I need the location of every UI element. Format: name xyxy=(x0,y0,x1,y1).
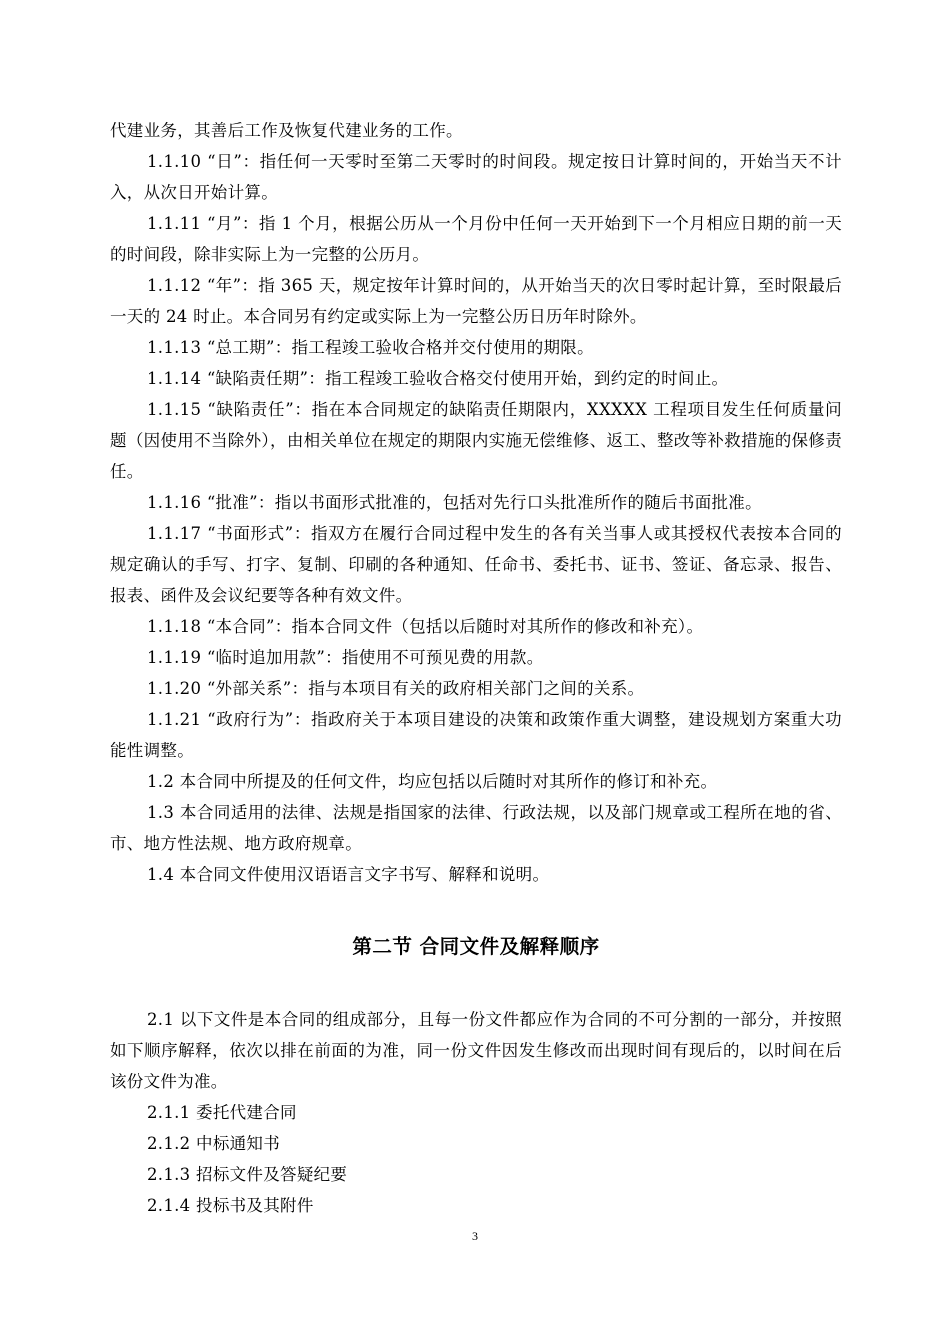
clause-1-1-19: 1.1.19 “临时追加用款”：指使用不可预见费的用款。 xyxy=(147,648,544,667)
clause-1-2: 1.2 本合同中所提及的任何文件，均应包括以后随时对其所作的修订和补充。 xyxy=(147,772,718,791)
clause-1-1-12: 1.1.12 “年”：指 365 天，规定按年计算时间的，从开始当天的次日零时起计算，至时限最后一天的 24 时止。本合同另有约定或实际上为一完整公历日历年时除外。 xyxy=(110,276,842,326)
clause-1-1-10: 1.1.10 “日”：指任何一天零时至第二天零时的时间段。规定按日计算时间的，开始当天不计入，从次日开始计算。 xyxy=(110,152,842,202)
paragraph-group-before xyxy=(110,115,842,890)
paragraph-group-after xyxy=(110,1004,842,1221)
clause-1-1-15: 1.1.15 “缺陷责任”：指在本合同规定的缺陷责任期限内，XXXXX 工程项目发生任何质量问题（因使用不当除外），由相关单位在规定的期限内实施无偿维修、返工、整改等补救措施的保修责任。 xyxy=(110,400,842,481)
clause-1-1-13: 1.1.13 “总工期”：指工程竣工验收合格并交付使用的期限。 xyxy=(147,338,594,357)
clause-1-4: 1.4 本合同文件使用汉语语言文字书写、解释和说明。 xyxy=(147,865,550,884)
clause-1-3: 1.3 本合同适用的法律、法规是指国家的法律、行政法规，以及部门规章或工程所在地的省、市、地方性法规、地方政府规章。 xyxy=(110,803,842,853)
clause-2-1-2: 2.1.2 中标通知书 xyxy=(147,1134,281,1153)
clause-2-1-3: 2.1.3 招标文件及答疑纪要 xyxy=(147,1165,348,1184)
clause-1-1-11: 1.1.11 “月”：指 1 个月，根据公历从一个月份中任何一天开始到下一个月相应日期的前一天的时间段，除非实际上为一完整的公历月。 xyxy=(110,214,842,264)
page-number: 3 xyxy=(472,1229,478,1243)
clause-2-1-1: 2.1.1 委托代建合同 xyxy=(147,1103,297,1122)
clause-2-1: 2.1 以下文件是本合同的组成部分，且每一份文件都应作为合同的不可分割的一部分，并按照如下顺序解释，依次以排在前面的为准，同一份文件因发生修改而出现时间有现后的，以时间在后该份文件为准。 xyxy=(110,1010,842,1091)
clause-1-1-14: 1.1.14 “缺陷责任期”：指工程竣工验收合格交付使用开始，到约定的时间止。 xyxy=(147,369,729,388)
document-body xyxy=(110,115,842,1221)
clause-1-1-16: 1.1.16 “批准”：指以书面形式批准的，包括对先行口头批准所作的随后书面批准。 xyxy=(147,493,762,512)
section-title: 第二节 合同文件及解释顺序 xyxy=(352,935,600,958)
clause-1-1-18: 1.1.18 “本合同”：指本合同文件（包括以后随时对其所作的修改和补充）。 xyxy=(147,617,704,636)
clause-1-1-17: 1.1.17 “书面形式”：指双方在履行合同过程中发生的各有关当事人或其授权代表按本合同的规定确认的手写、打字、复制、印刷的各种通知、任命书、委托书、证书、签证、备忘录、报告、报表、函件及会议纪要等各种有效文件。 xyxy=(110,524,842,605)
clause-1-1-20: 1.1.20 “外部关系”：指与本项目有关的政府相关部门之间的关系。 xyxy=(147,679,645,698)
clause-2-1-4: 2.1.4 投标书及其附件 xyxy=(147,1196,314,1215)
clause-1-1-21: 1.1.21 “政府行为”：指政府关于本项目建设的决策和政策作重大调整，建设规划方案重大功能性调整。 xyxy=(110,710,842,760)
paragraph-continuation: 代建业务，其善后工作及恢复代建业务的工作。 xyxy=(110,121,463,140)
